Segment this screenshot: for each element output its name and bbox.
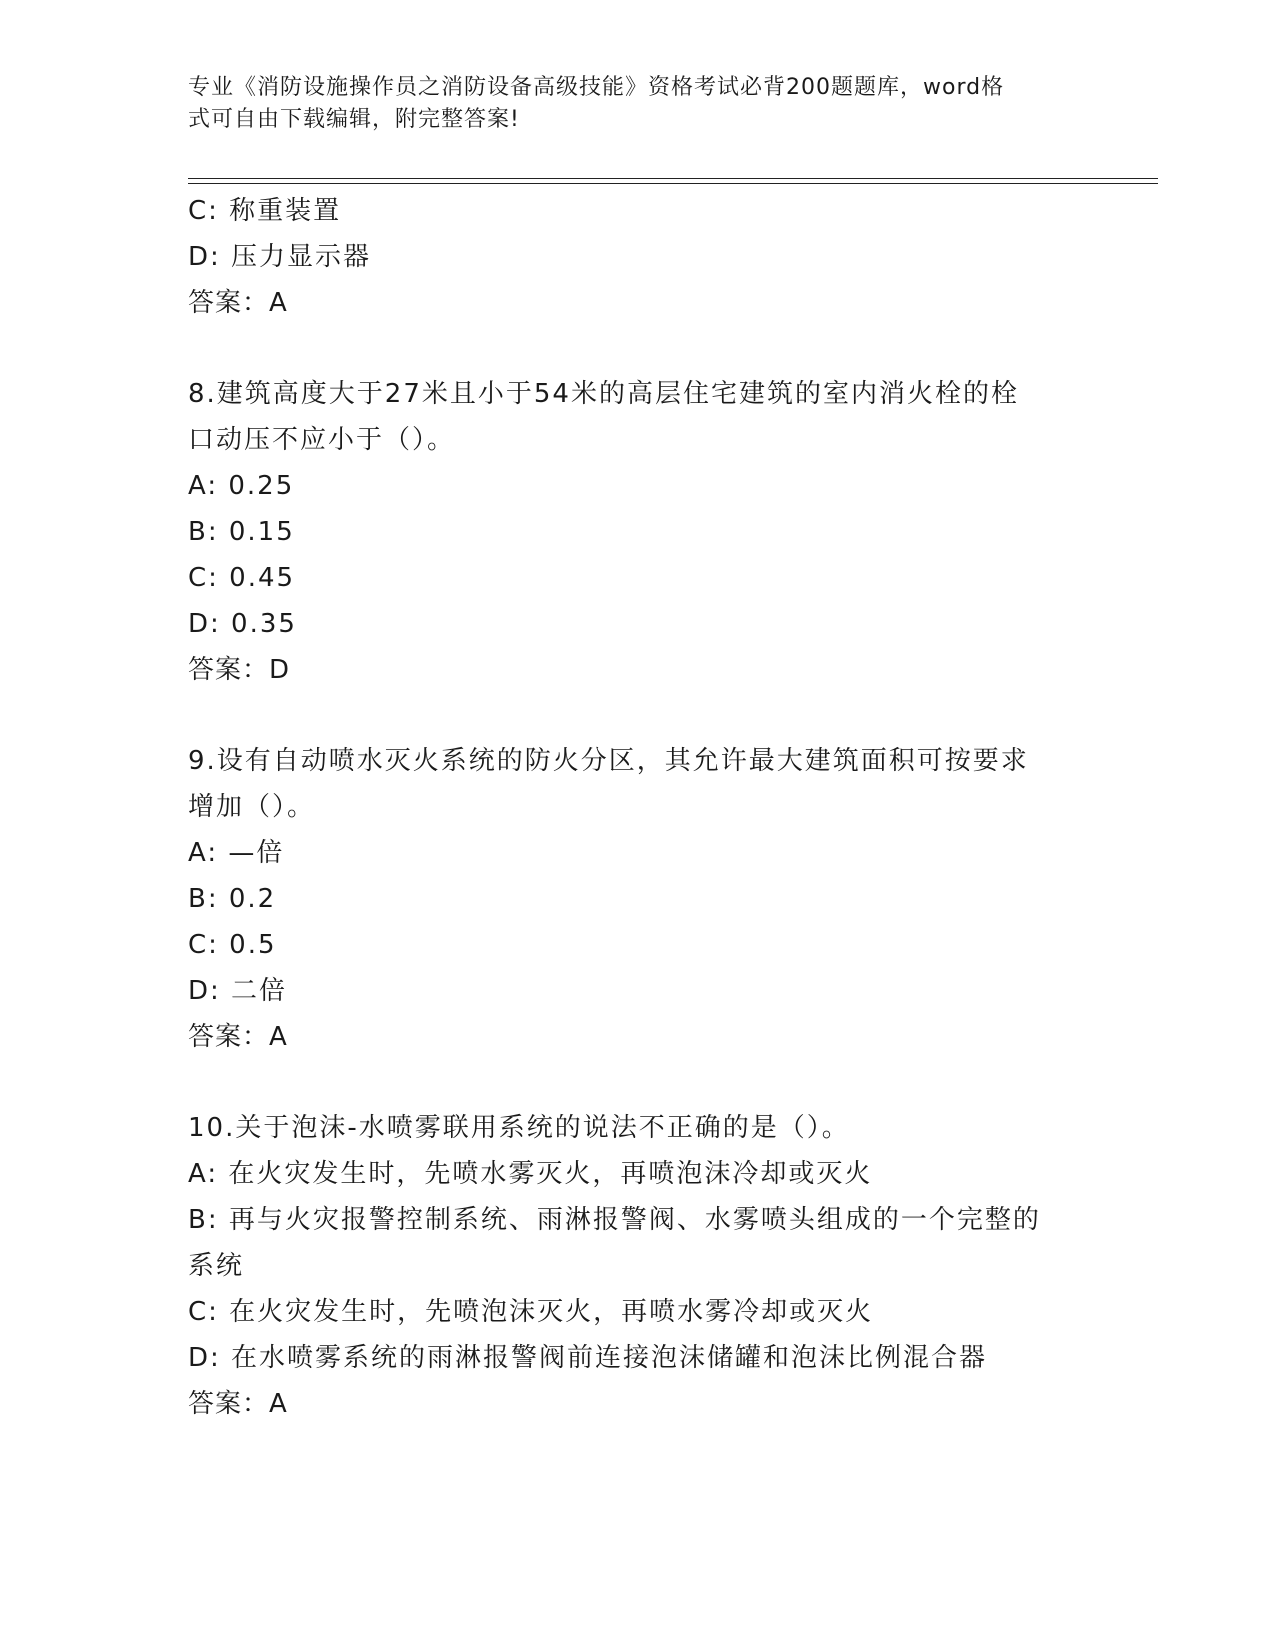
question-list [188, 188, 1088, 1427]
answer-line: 答案：D [188, 655, 291, 685]
option-b: B: 再与火灾报警控制系统、雨淋报警阀、水雾喷头组成的一个完整的 [188, 1205, 1041, 1235]
spacer [188, 1060, 1088, 1105]
option-b: B: 0.2 [188, 884, 277, 914]
header-divider-bottom [188, 183, 1158, 184]
option-a: A: 0.25 [188, 471, 295, 501]
question-block-10 [188, 1105, 1088, 1427]
option-c: C: 0.5 [188, 930, 277, 960]
option-d: D: 在水喷雾系统的雨淋报警阀前连接泡沫储罐和泡沫比例混合器 [188, 1343, 988, 1373]
question-stem: 8.建筑高度大于27米且小于54米的高层住宅建筑的室内消火栓的栓 [188, 379, 1019, 409]
header-divider-top [188, 178, 1158, 179]
answer-line: 答案：A [188, 288, 288, 318]
question-block-8 [188, 371, 1088, 693]
option-a: A: 在火灾发生时，先喷水雾灭火，再喷泡沫冷却或灭火 [188, 1159, 873, 1189]
question-stem-continued: 口动压不应小于（）。 [188, 425, 456, 455]
option-c: C: 在火灾发生时，先喷泡沫灭火，再喷水雾冷却或灭火 [188, 1297, 874, 1327]
question-block-9 [188, 738, 1088, 1060]
option-a: A: —倍 [188, 838, 285, 868]
spacer [188, 326, 1088, 371]
option-d: D: 0.35 [188, 609, 297, 639]
option-c: C: 称重装置 [188, 196, 342, 226]
option-b-continued: 系统 [188, 1251, 245, 1281]
question-stem: 9.设有自动喷水灭火系统的防火分区，其允许最大建筑面积可按要求 [188, 746, 1029, 776]
page-header [188, 72, 1068, 136]
header-line-2: 式可自由下载编辑，附完整答案! [188, 107, 520, 132]
header-line-1: 专业《消防设施操作员之消防设备高级技能》资格考试必背200题题库，word格 [188, 75, 1005, 100]
answer-line: 答案：A [188, 1022, 288, 1052]
option-c: C: 0.45 [188, 563, 296, 593]
question-stem-continued: 增加（）。 [188, 792, 316, 822]
spacer [188, 693, 1088, 738]
option-d: D: 二倍 [188, 976, 288, 1006]
question-stem: 10.关于泡沫-水喷雾联用系统的说法不正确的是（）。 [188, 1113, 850, 1143]
option-b: B: 0.15 [188, 517, 295, 547]
answer-line: 答案：A [188, 1389, 288, 1419]
option-d: D: 压力显示器 [188, 242, 372, 272]
question-block-prev [188, 188, 1088, 326]
